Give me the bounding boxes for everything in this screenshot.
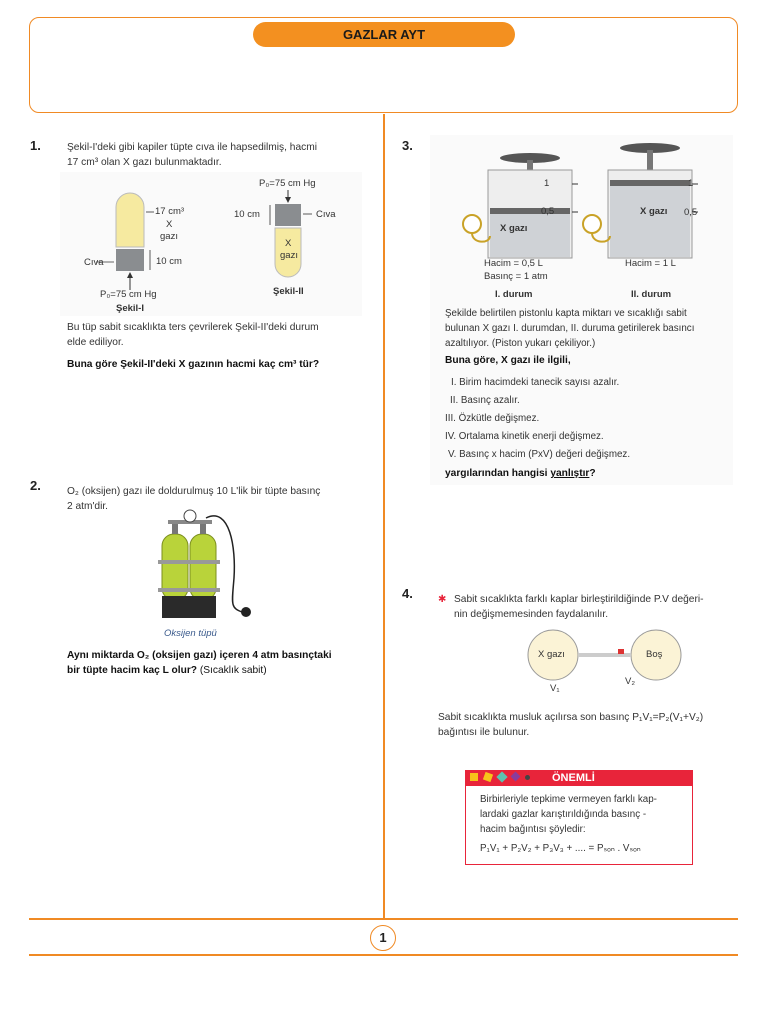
onemli-line1: Birbirleriyle tepkime vermeyen farklı kap- <box>480 794 657 805</box>
q3-item-5: V. Basınç x hacim (PxV) değeri değişmez. <box>448 449 631 460</box>
q4-body-line1: Sabit sıcaklıkta musluk açılırsa son basınç P₁V₁=P₂(V₁+V₂) <box>438 712 704 723</box>
onemli-text <box>480 792 685 856</box>
question-4-number: 4. <box>402 586 413 601</box>
v2-label: V₂ <box>625 676 636 687</box>
q3-items <box>445 374 730 464</box>
onemli-formula: P₁V₁ + P₂V₂ + P₃V₃ + .... = Pₛₒₙ . Vₛₒₙ <box>480 843 641 854</box>
fig2-mercury-label: Cıva <box>316 209 336 220</box>
q4-bullet <box>454 592 734 622</box>
q1-intro <box>67 140 357 170</box>
onemli-title: ÖNEMLİ <box>552 772 595 784</box>
q1-question: Buna göre Şekil-II'deki X gazının hacmi kaç cm³ tür? <box>67 359 320 370</box>
q2-intro-line2: 2 atm'dir. <box>67 501 109 512</box>
fig1-gas-label2: gazı <box>160 231 178 242</box>
fig1-caption: Şekil-I <box>116 303 144 314</box>
q3-question-c: ? <box>589 468 596 479</box>
teal-diamond-icon <box>496 771 507 782</box>
q4-body-line2: bağıntısı ile bulunur. <box>438 727 530 738</box>
q3-piston-figure <box>430 140 733 262</box>
oxygen-tank-caption: Oksijen tüpü <box>164 628 217 639</box>
question-3-number: 3. <box>402 138 413 153</box>
q2-note: (Sıcaklık sabit) <box>199 665 267 676</box>
q3-intro-line2: bulunan X gazı I. durumdan, II. duruma getirilerek basıncı <box>445 323 695 334</box>
tube-1-mercury <box>116 249 144 271</box>
fig2-caption: Şekil-II <box>273 286 304 297</box>
question-2-number: 2. <box>30 478 41 493</box>
footer-line-bottom <box>29 954 738 956</box>
q3-question <box>445 466 596 481</box>
footer-line-top <box>29 918 738 920</box>
fig1-mercury-label: Cıva <box>84 257 104 268</box>
tube-1-gas <box>116 193 144 247</box>
q3-intro-line3: azaltılıyor. (Piston yukarı çekiliyor.) <box>445 338 596 349</box>
q1-intro-line1: Şekil-I'deki gibi kapiler tüpte cıva ile hapsedilmiş, hacmi <box>67 142 317 153</box>
page-number: 1 <box>370 925 396 951</box>
q3-question-a: yargılarından hangisi <box>445 468 551 479</box>
state2-caption: II. durum <box>631 289 672 300</box>
state2-gas-label: X gazı <box>640 206 668 217</box>
q4-bullet-line2: nin değişmemesinden faydalanılır. <box>454 609 609 620</box>
flask1-label: X gazı <box>538 649 565 660</box>
cylinder-2-gas <box>610 186 690 257</box>
v1-label: V₁ <box>550 683 560 694</box>
q2-question-line1: Aynı miktarda O₂ (oksijen gazı) içeren 4 atm basınçtaki <box>67 650 332 661</box>
cylinder-1-gas <box>490 214 570 257</box>
pressure-gauge-icon <box>184 510 196 522</box>
column-divider <box>383 114 385 920</box>
fig1-gas-label: X <box>166 219 173 230</box>
state1-volume: Hacim = 0,5 L <box>484 258 543 269</box>
q3-item-3: III. Özkütle değişmez. <box>445 413 540 424</box>
fig2-height-label: 10 cm <box>234 209 260 220</box>
q3-question-emphasis: yanlıştır <box>550 468 590 479</box>
fig2-pressure-label: P₀=75 cm Hg <box>259 178 316 189</box>
state2-mark2: 0,5 <box>684 207 698 218</box>
flask2-label: Boş <box>646 649 663 660</box>
tube-2-mercury <box>275 204 301 226</box>
yellow-diamond-icon <box>483 772 493 782</box>
state1-caption: I. durum <box>495 289 533 300</box>
fig1-pressure-label: P₀=75 cm Hg <box>100 289 157 300</box>
onemli-line3: hacim bağıntısı şöyledir: <box>480 824 586 835</box>
q3-item-1: I. Birim hacimdeki tanecik sayısı azalır. <box>451 377 620 388</box>
q1-body-line1: Bu tüp sabit sıcaklıkta ters çevrilerek Şekil-II'deki durum <box>67 322 319 333</box>
purple-diamond-icon <box>511 772 521 782</box>
gauge-2-icon <box>583 215 601 233</box>
state1-mark2: 0,5 <box>541 206 555 217</box>
bullet-star-icon: ✱ <box>438 594 447 605</box>
state1-gas-label: X gazı <box>500 223 528 234</box>
onemli-line2: lardaki gazlar karıştırıldığında basınç - <box>480 809 647 820</box>
oxygen-tank-figure <box>150 508 260 626</box>
gauge-1-icon <box>463 215 481 233</box>
question-1-number: 1. <box>30 138 41 153</box>
fig1-volume-label: 17 cm³ <box>155 206 185 217</box>
q3-intro <box>445 306 730 351</box>
q2-intro-line1: O₂ (oksijen) gazı ile doldurulmuş 10 L'lik bir tüpte basınç <box>67 486 321 497</box>
state2-mark1: 1 <box>688 178 694 189</box>
q4-bullet-line1: Sabit sıcaklıkta farklı kaplar birleştirildiğinde P.V değeri- <box>454 594 704 605</box>
fig1-height-label: 10 cm <box>156 256 182 267</box>
state1-mark1: 1 <box>544 178 550 189</box>
q3-item-2: II. Basınç azalır. <box>450 395 520 406</box>
stopcock-icon[interactable] <box>618 649 624 654</box>
tank-base <box>162 596 216 618</box>
q1-intro-line2: 17 cm³ olan X gazı bulunmaktadır. <box>67 157 222 168</box>
q4-body <box>438 710 733 740</box>
q3-intro-line1: Şekilde belirtilen pistonlu kapta miktarı ve sıcaklığı sabit <box>445 308 687 319</box>
fig2-gas-label2: gazı <box>280 250 298 261</box>
fig2-gas-label: X <box>285 238 292 249</box>
q2-question <box>67 648 367 678</box>
q3-lead: Buna göre, X gazı ile ilgili, <box>445 355 571 366</box>
dot-icon <box>525 775 530 780</box>
q2-question-line2: bir tüpte hacim kaç L olur? <box>67 665 198 676</box>
state2-volume: Hacim = 1 L <box>625 258 676 269</box>
q1-body <box>67 320 357 350</box>
page-title: GAZLAR AYT <box>253 22 515 47</box>
q1-body-line2: elde ediliyor. <box>67 337 124 348</box>
state1-pressure: Basınç = 1 atm <box>484 271 548 282</box>
q3-item-4: IV. Ortalama kinetik enerji değişmez. <box>445 431 604 442</box>
onemli-decor <box>470 773 530 781</box>
yellow-square-icon <box>470 773 478 781</box>
